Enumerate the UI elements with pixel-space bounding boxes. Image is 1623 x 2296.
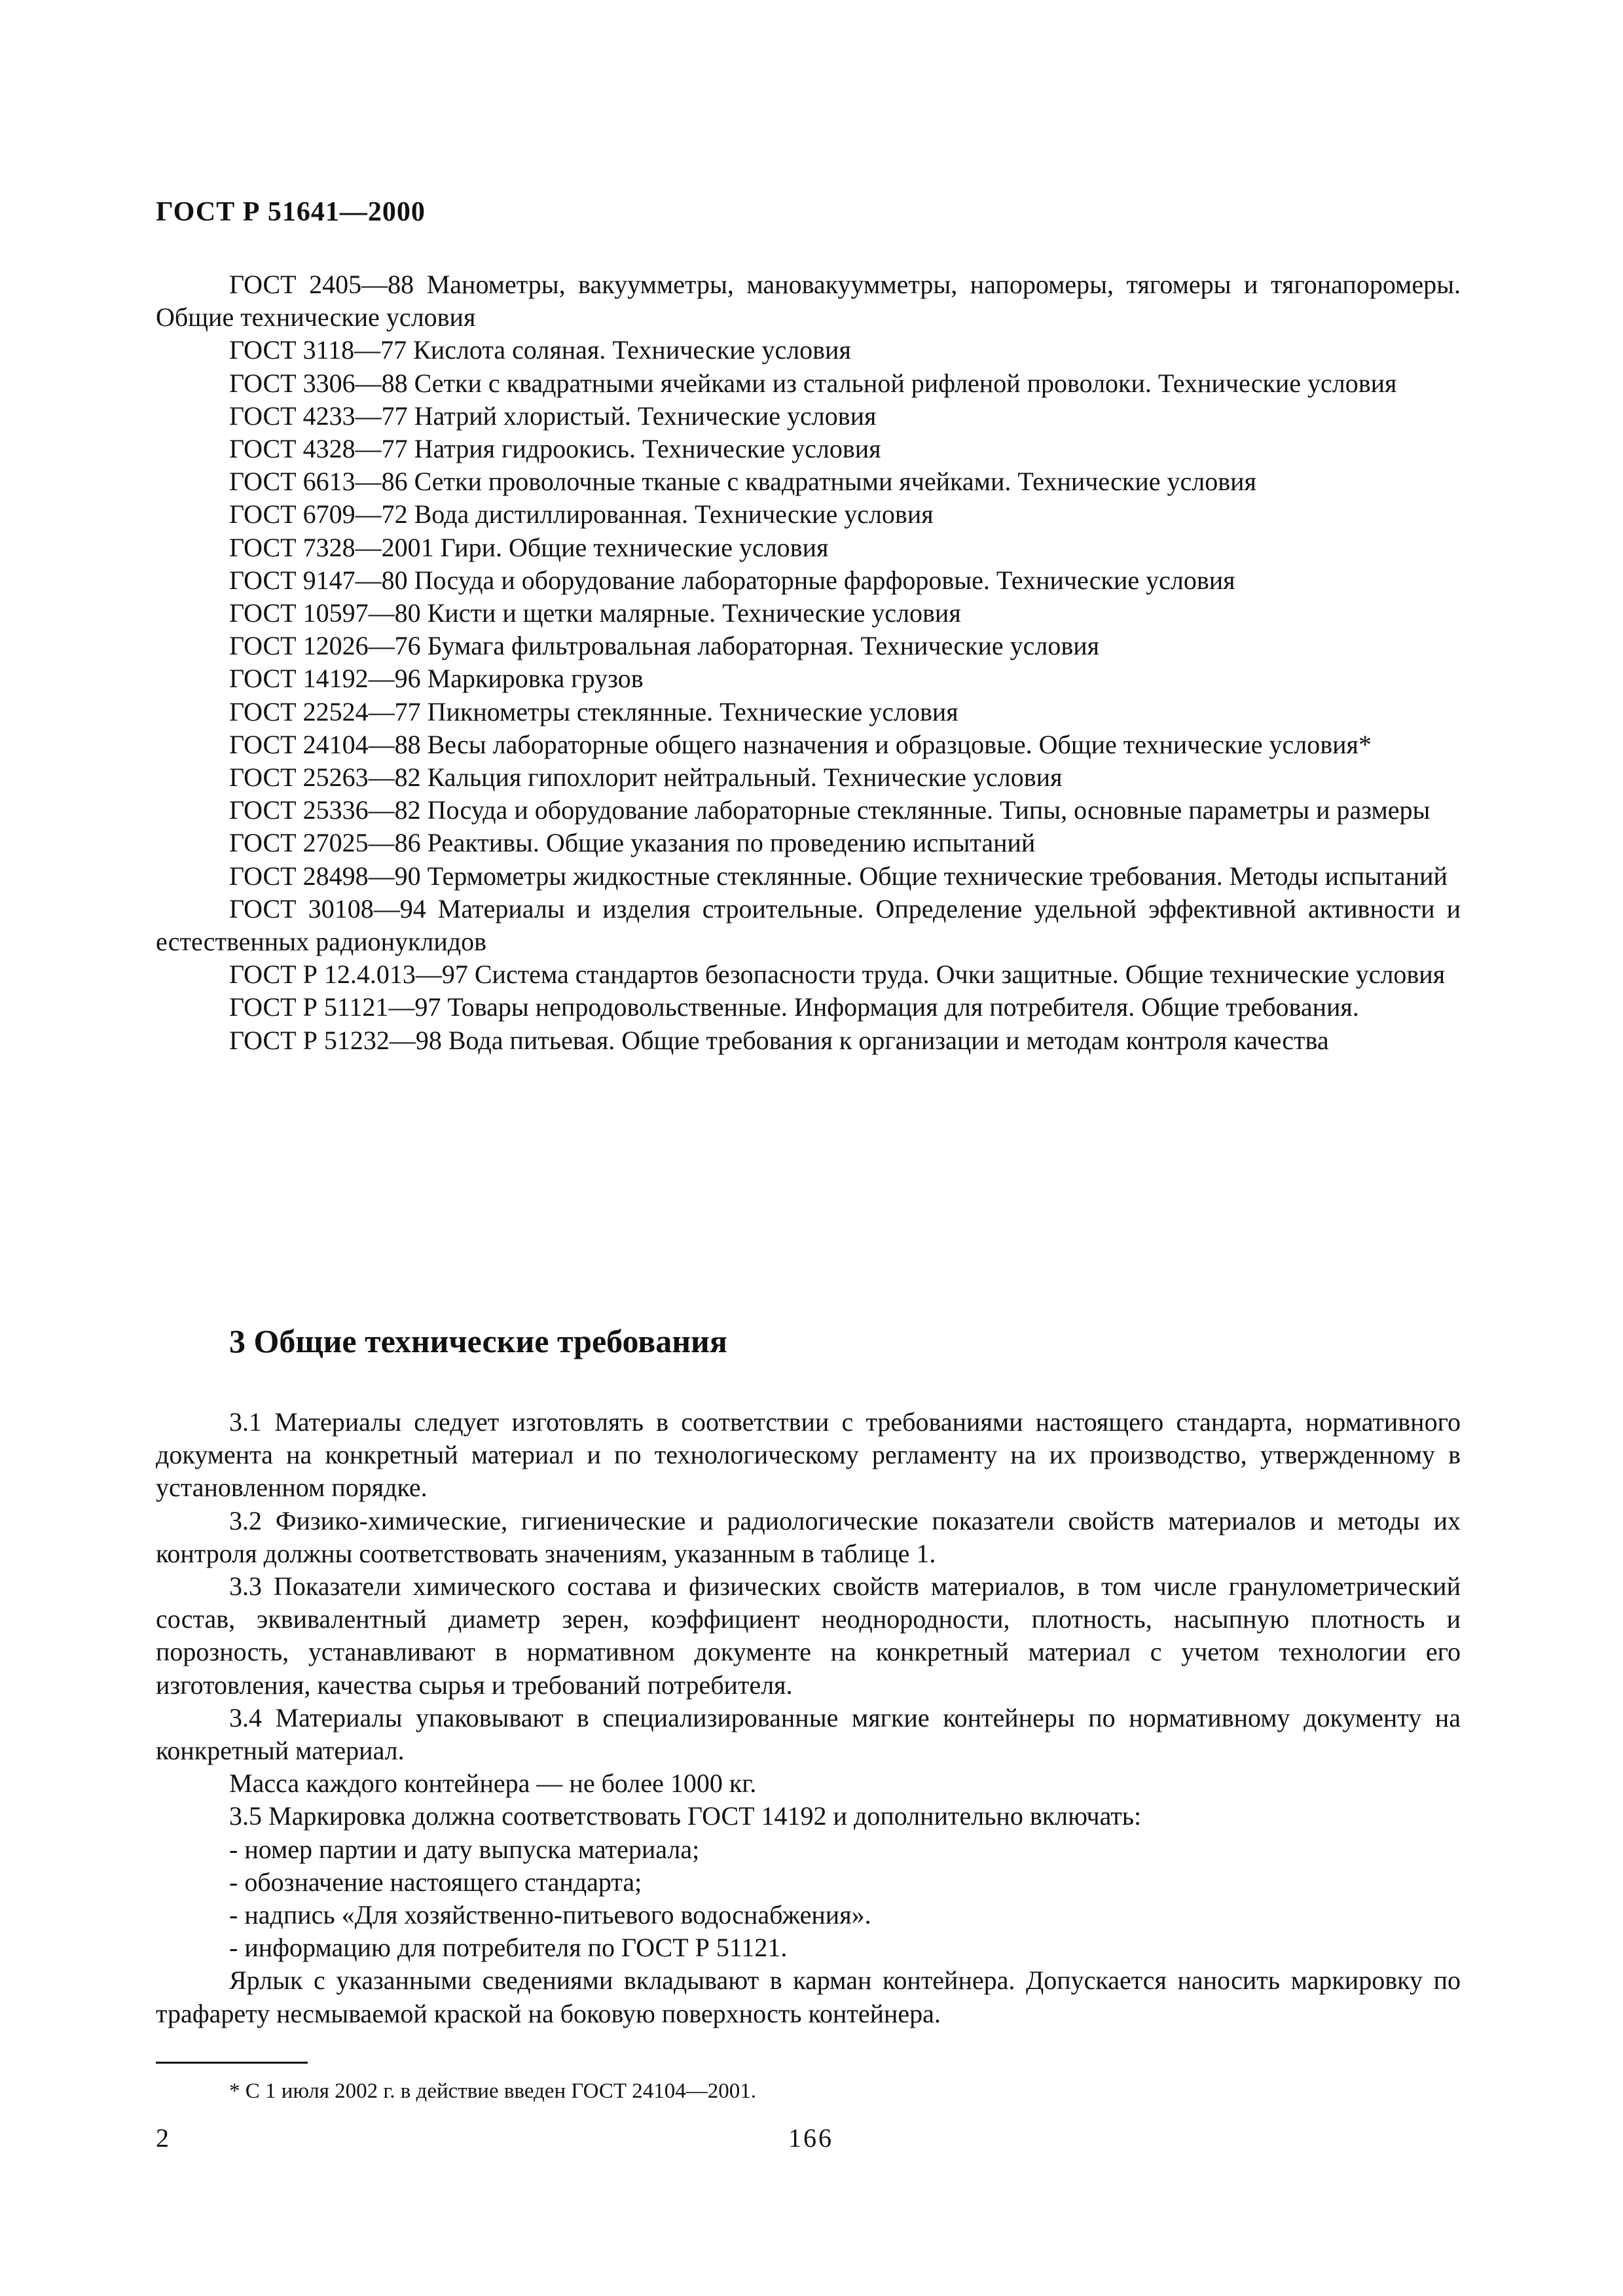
section-body [156, 1406, 1461, 2030]
reference-item: ГОСТ 3118—77 Кислота соляная. Технические условия [229, 335, 851, 365]
page-number: 2 [156, 2123, 169, 2153]
reference-item: ГОСТ 12026—76 Бумага фильтровальная лабораторная. Технические условия [229, 631, 1100, 661]
reference-item: ГОСТ 4328—77 Натрия гидроокись. Технические условия [229, 434, 881, 464]
reference-item: ГОСТ 7328—2001 Гири. Общие технические условия [229, 532, 829, 562]
reference-item: ГОСТ 27025—86 Реактивы. Общие указания по проведению испытаний [229, 828, 1036, 858]
reference-item: ГОСТ 14192—96 Маркировка грузов [229, 664, 644, 694]
normative-references-list [156, 268, 1461, 1057]
reference-item: ГОСТ 4233—77 Натрий хлористый. Технические условия [229, 401, 877, 431]
document-code-header: ГОСТ Р 51641—2000 [156, 197, 426, 227]
marking-list-item: - информацию для потребителя по ГОСТ Р 51121. [229, 1933, 788, 1963]
reference-item: ГОСТ 3306—88 Сетки с квадратными ячейками из стальной рифленой проволоки. Технические условия [229, 368, 1397, 398]
reference-item: ГОСТ 10597—80 Кисти и щетки малярные. Технические условия [229, 598, 961, 628]
marking-list-item: - надпись «Для хозяйственно-питьевого водоснабжения». [229, 1900, 871, 1930]
paragraph-3-5: 3.5 Маркировка должна соответствовать ГОСТ 14192 и дополнительно включать: [229, 1801, 1142, 1831]
reference-item: ГОСТ 6613—86 Сетки проволочные тканые с квадратными ячейками. Технические условия [229, 467, 1256, 497]
reference-item: ГОСТ Р 12.4.013—97 Система стандартов безопасности труда. Очки защитные. Общие технические условия [229, 960, 1446, 990]
reference-item: ГОСТ 6709—72 Вода дистиллированная. Технические условия [229, 499, 934, 529]
reference-item: ГОСТ 2405—88 Манометры, вакуумметры, мановакуумметры, напоромеры, тягомеры и тягонапоромеры. Общие технические условия [156, 270, 1461, 332]
paragraph-3-3: 3.3 Показатели химического состава и физических свойств материалов, в том числе гранулометрический состав, эквивалентный диаметр зерен, коэффициент неоднородности, плотность, насыпную плотность и порозность, устанавливают в нормативном документе на конкретный материал с учетом технологии его изготовления, качества сырья и требований потребителя. [156, 1571, 1461, 1700]
reference-item: ГОСТ 25336—82 Посуда и оборудование лабораторные стеклянные. Типы, основные параметры и размеры [229, 795, 1431, 825]
reference-item: ГОСТ 9147—80 Посуда и оборудование лабораторные фарфоровые. Технические условия [229, 565, 1235, 595]
marking-list-item: - обозначение настоящего стандарта; [229, 1867, 642, 1897]
reference-item: ГОСТ Р 51121—97 Товары непродовольственные. Информация для потребителя. Общие требования. [229, 992, 1359, 1022]
reference-item: ГОСТ Р 51232—98 Вода питьевая. Общие требования к организации и методам контроля качества [229, 1025, 1329, 1055]
reference-item: ГОСТ 28498—90 Термометры жидкостные стеклянные. Общие технические требования. Методы испытаний [229, 861, 1448, 891]
paragraph-container-mass: Масса каждого контейнера — не более 1000 кг. [229, 1768, 757, 1799]
paragraph-label: Ярлык с указанными сведениями вкладывают в карман контейнера. Допускается наносить маркировку по трафарету несмываемой краской на боковую поверхность контейнера. [156, 1965, 1461, 2028]
footnote-divider [156, 2062, 308, 2064]
reference-item: ГОСТ 30108—94 Материалы и изделия строительные. Определение удельной эффективной активности и естественных радионуклидов [156, 893, 1461, 957]
print-sheet-number: 166 [788, 2123, 833, 2153]
reference-item: ГОСТ 22524—77 Пикнометры стеклянные. Технические условия [229, 696, 958, 726]
paragraph-3-4: 3.4 Материалы упаковывают в специализированные мягкие контейнеры по нормативному документу на конкретный материал. [156, 1702, 1461, 1766]
reference-item: ГОСТ 24104—88 Весы лабораторные общего назначения и образцовые. Общие технические условия* [229, 729, 1372, 759]
marking-list-item: - номер партии и дату выпуска материала; [229, 1834, 700, 1864]
section-heading: 3 Общие технические требования [229, 1323, 727, 1359]
reference-item: ГОСТ 25263—82 Кальция гипохлорит нейтральный. Технические условия [229, 762, 1063, 793]
footnote: * С 1 июля 2002 г. в действие введен ГОСТ 24104—2001. [229, 2079, 757, 2103]
paragraph-3-2: 3.2 Физико-химические, гигиенические и радиологические показатели свойств материалов и методы их контроля должны соответствовать значениям, указанным в таблице 1. [156, 1505, 1461, 1568]
paragraph-3-1: 3.1 Материалы следует изготовлять в соответствии с требованиями настоящего стандарта, нормативного документа на конкретный материал и по технологическому регламенту на их производство, утвержденному в установленном порядке. [156, 1407, 1461, 1503]
